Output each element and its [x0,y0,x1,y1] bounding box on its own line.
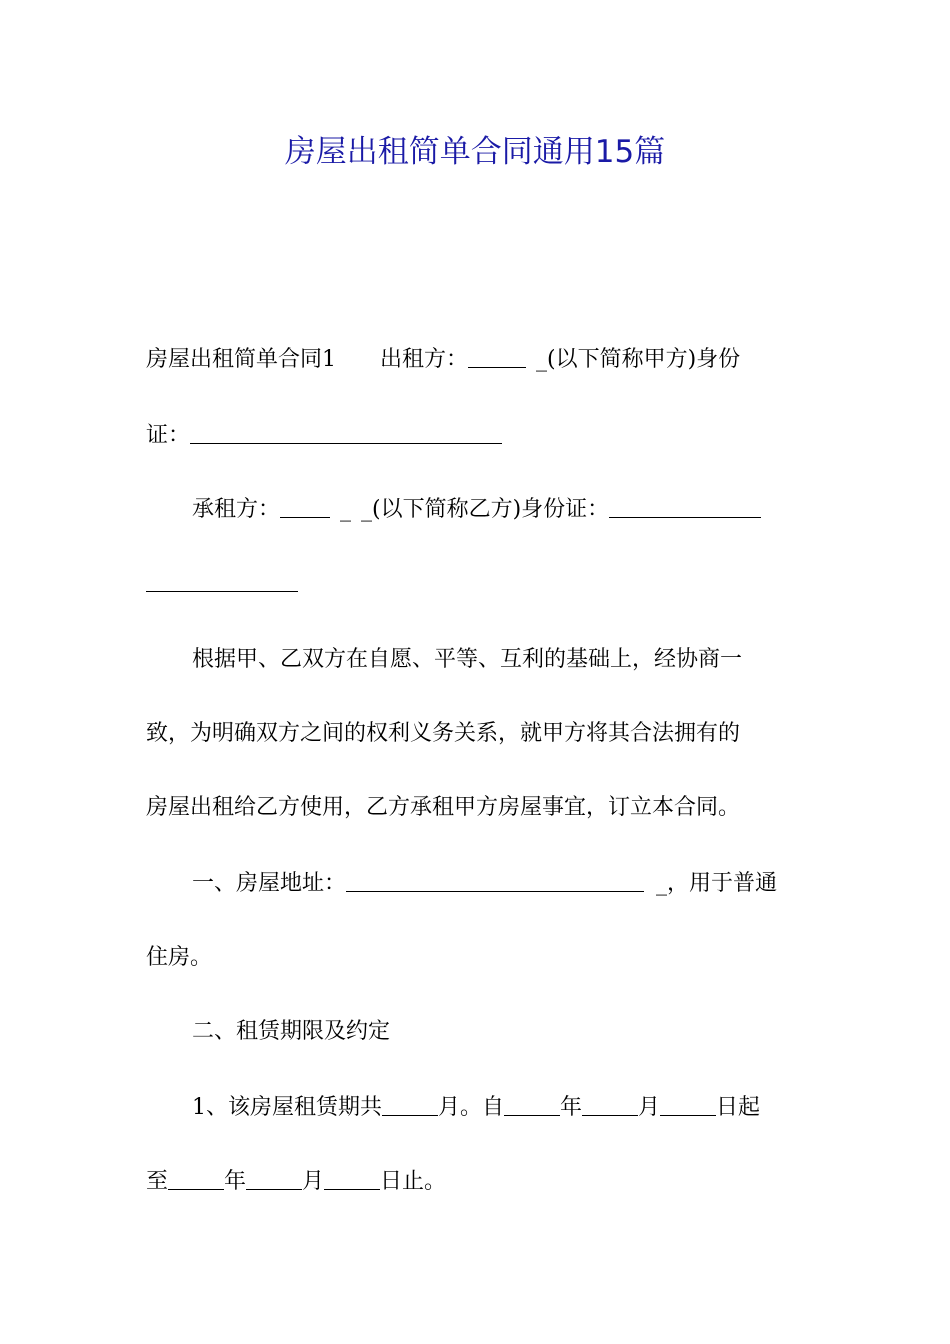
paragraph-line [192,1090,760,1126]
term-text: 月 [302,1169,325,1194]
term-text: 年 [560,1095,583,1120]
paragraph-line [192,866,777,902]
term-text: 日止。 [380,1169,447,1194]
lessor-name-blank [468,347,526,368]
body-text: 房屋出租给乙方使用，乙方承租甲方房屋事宜，订立本合同。 [146,795,741,820]
paragraph-line [146,418,502,454]
body-text: 致，为明确双方之间的权利义务关系，就甲方将其合法拥有的 [146,721,741,746]
paragraph-line [146,1164,446,1200]
document-title: 房屋出租简单合同通用15篇 [284,134,666,170]
lessee-note: _(以下简称乙方)身份证： [361,497,610,522]
address-label: 一、房屋地址： [192,871,347,896]
body-text: 根据甲、乙双方在自愿、平等、互利的基础上，经协商一 [192,647,743,672]
paragraph-line [146,940,212,976]
lessee-name-blank [280,497,330,518]
term-text: 日起 [716,1095,761,1120]
start-month-blank [582,1095,638,1116]
end-day-blank [324,1169,380,1190]
contract-heading: 房屋出租简单合同1 [146,347,336,372]
lessor-id-blank [190,423,502,444]
address-blank [346,871,644,892]
term-text: 月 [638,1095,661,1120]
lessor-label: 出租方： [380,347,469,372]
term-text: 1、该房屋租赁期共 [192,1095,382,1120]
start-year-blank [504,1095,560,1116]
paragraph-line [146,342,740,378]
lessee-id-blank [609,497,761,518]
lessee-id-blank-continued [146,571,298,592]
lessor-note: _(以下简称甲方)身份 [536,347,741,372]
term-text: 月。自 [438,1095,505,1120]
paragraph-line [192,1014,390,1050]
paragraph-line [146,566,298,602]
lessor-id-label: 证： [146,423,191,448]
end-month-blank [246,1169,302,1190]
lessee-label: 承租方： [192,497,281,522]
term-text: 至 [146,1169,169,1194]
body-text: 住房。 [146,945,213,970]
end-year-blank [168,1169,224,1190]
lessee-separator: _ [340,497,352,522]
paragraph-line [192,642,742,678]
start-day-blank [660,1095,716,1116]
paragraph-line [146,790,740,826]
section-heading: 二、租赁期限及约定 [192,1019,391,1044]
paragraph-line [192,492,761,528]
months-blank [382,1095,438,1116]
paragraph-line [146,716,740,752]
address-after: _，用于普通 [656,871,778,896]
term-text: 年 [224,1169,247,1194]
